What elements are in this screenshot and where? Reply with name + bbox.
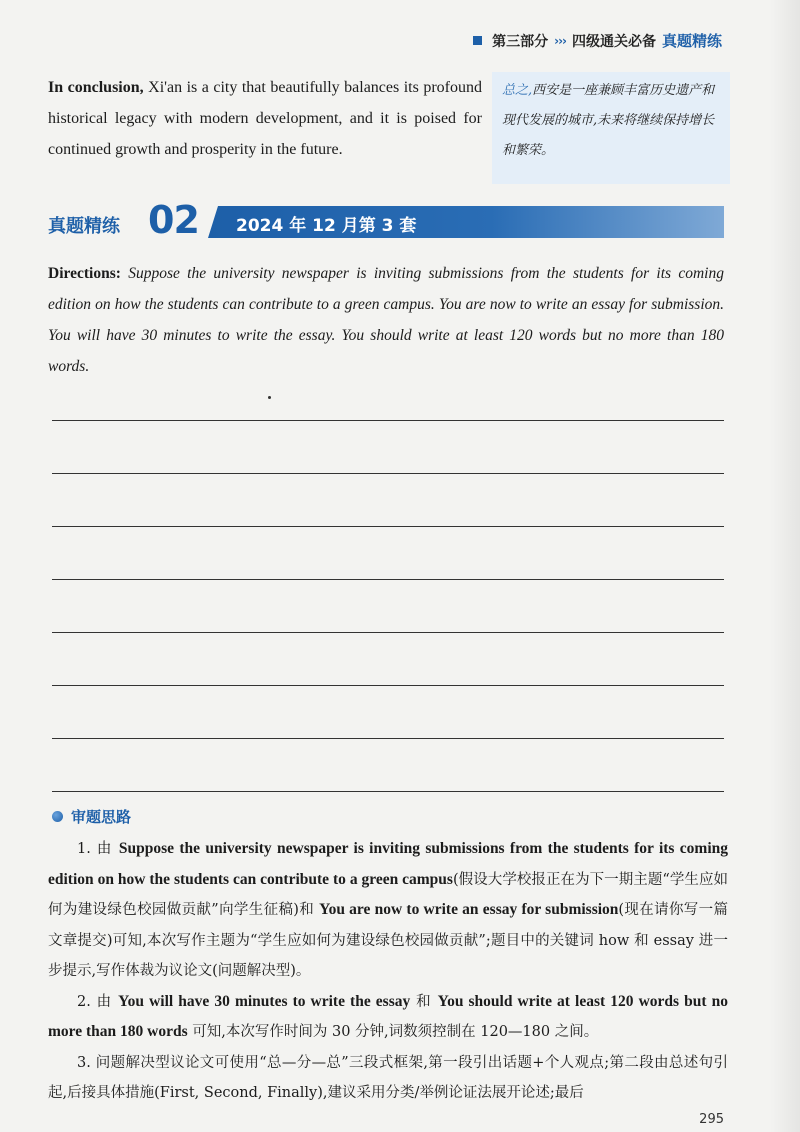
directions-label: Directions: [48,265,121,282]
page-edge-shadow [770,0,800,1132]
section-number: 02 [148,198,199,242]
conclusion-english [48,72,482,165]
section-title-bar-notch [208,206,218,238]
conclusion-english-text: Xi'an is a city that beautifully balances its profound historical legacy with modern development, and it is poised for continued growth and prosperity in the future. [48,79,483,158]
analysis-heading [52,806,131,827]
writing-line [52,473,724,474]
analysis-point-1-middle: (假设大学校报正在为下一期主题“学生应如何为建设绿色校园做贡献”向学生征稿)和 [48,871,728,918]
analysis-point-1-quote-1: Suppose the university newspaper is inviting submissions from the students for its coming edition on how the students can contribute to a green campus [48,840,728,888]
writing-line [52,420,724,421]
print-speck [268,396,271,399]
analysis-point-1-prefix: 1. 由 [77,841,119,857]
writing-line [52,791,724,792]
analysis-point-2-prefix: 2. 由 [77,993,119,1010]
analysis-point-1-quote-2: You are now to write an essay for submission [319,901,619,918]
running-header [473,30,722,51]
conclusion-chinese-text: 西安是一座兼顾丰富历史遗产和现代发展的城市,未来将继续保持增长和繁荣。 [502,83,715,158]
analysis-point-2 [48,987,728,1048]
header-square-icon [473,36,482,45]
section-label: 真题精练 [48,216,120,237]
analysis-point-2-quote-1: You will have 30 minutes to write the essay [118,992,411,1010]
writing-line [52,685,724,686]
chevrons-right-icon: ››› [554,33,566,48]
conclusion-english-lead: In conclusion, [48,79,144,96]
analysis-point-1 [48,834,728,987]
header-highlight: 真题精练 [661,32,722,50]
directions [48,258,724,382]
writing-line [52,632,724,633]
analysis-heading-text: 审题思路 [71,808,132,826]
header-subtitle: 四级通关必备 [571,33,656,50]
analysis-point-2-quote-2: You should write at least 120 words but no more than 180 words [48,992,728,1040]
writing-line [52,526,724,527]
analysis-point-1-conclusion: (现在请你写一篇文章提交)可知,本次写作主题为“学生应如何为建设绿色校园做贡献”;题目中的关键词 how 和 essay 进一步提示,写作体裁为议论文(问题解决型)。 [48,902,728,979]
analysis-body [48,834,728,1109]
analysis-point-2-middle: 和 [410,993,438,1010]
directions-text: Suppose the university newspaper is inviting submissions from the students for its coming edition on how the students can contribute to a green campus. You are now to write an essay for submission. You will have 30 minutes to write the essay. You should write at least 120 words but no more than 180 words. [48,265,724,375]
conclusion-chinese-lead: 总之, [502,83,533,98]
analysis-point-2-conclusion: 可知,本次写作时间为 30 分钟,词数须控制在 120—180 之间。 [187,1024,599,1040]
header-part: 第三部分 [492,33,549,50]
section-title: 2024 年 12 月第 3 套 [236,216,417,236]
conclusion-chinese-translation [492,72,730,184]
section-banner [48,200,724,246]
analysis-point-3: 3. 问题解决型议论文可使用“总—分—总”三段式框架,第一段引出话题+个人观点;第二段由总述句引起,后接具体措施(First, Second, Finally),建议采用分类/举例论证法展开论述;最后 [48,1054,728,1101]
page-number: 295 [699,1112,724,1127]
bullet-dot-icon [52,811,63,822]
writing-line [52,579,724,580]
writing-line [52,738,724,739]
essay-writing-area[interactable] [52,420,724,793]
